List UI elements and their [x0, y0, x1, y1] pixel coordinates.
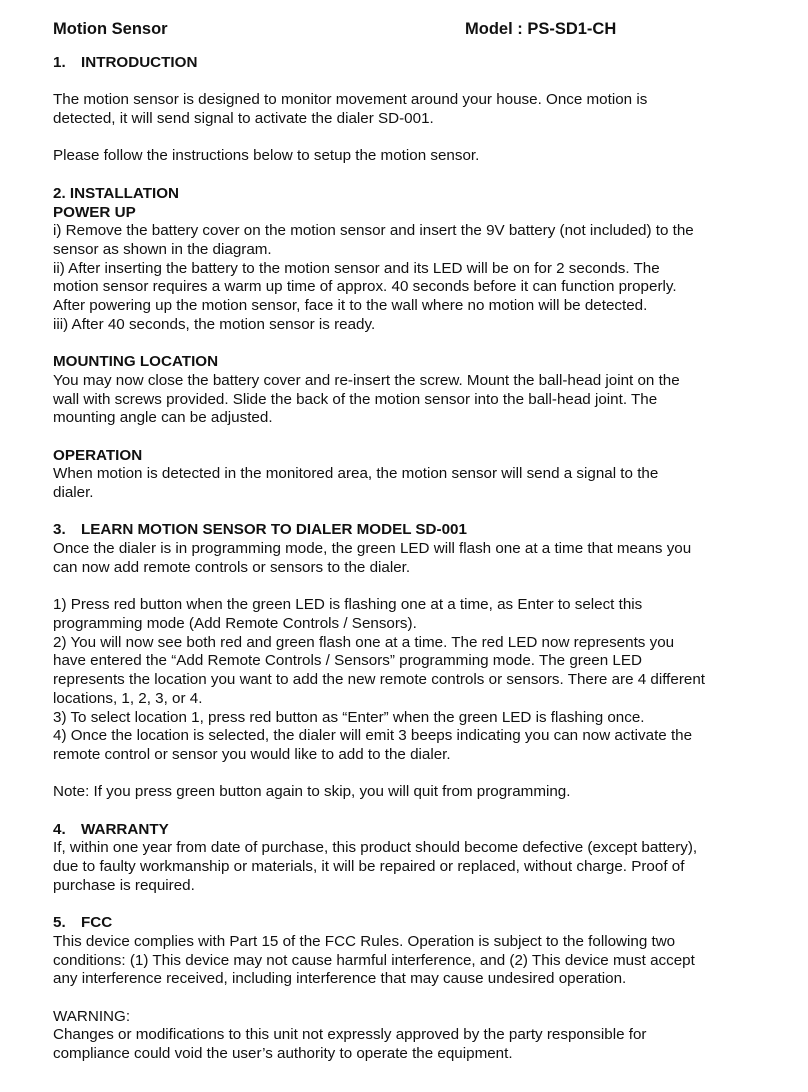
paragraph-line: wall with screws provided. Slide the back of the motion sensor into the ball-head joint. The	[53, 390, 658, 408]
document-header	[53, 18, 763, 42]
section-number: 1.	[53, 54, 66, 71]
section-number: 3.	[53, 521, 66, 539]
paragraph-line: conditions: (1) This device may not cause harmful interference, and (2) This device must accept	[53, 951, 695, 969]
section-number: 5.	[53, 914, 66, 932]
paragraph-line: purchase is required.	[53, 876, 195, 894]
paragraph-line: compliance could void the user’s authority to operate the equipment.	[53, 1045, 513, 1063]
paragraph-line: motion sensor requires a warm up time of approx. 40 seconds before it can function properly.	[53, 278, 677, 296]
section-heading-text: WARRANTY	[81, 820, 169, 838]
section-heading-warranty	[53, 821, 763, 840]
paragraph-line: 4) Once the location is selected, the dialer will emit 3 beeps indicating you can now activate the	[53, 727, 693, 745]
paragraph-line: sensor as shown in the diagram.	[53, 240, 272, 258]
paragraph-line: have entered the “Add Remote Controls / Sensors” programming mode. The green LED	[53, 652, 642, 670]
paragraph-line: Changes or modifications to this unit not expressly approved by the party responsible for	[53, 1026, 647, 1044]
note-line: Note: If you press green button again to skip, you will quit from programming.	[53, 783, 571, 801]
paragraph-line: any interference received, including interference that may cause undesired operation.	[53, 970, 627, 988]
section-heading-introduction	[53, 54, 763, 73]
model-number: Model : PS-SD1-CH	[465, 20, 617, 38]
paragraph-line: iii) After 40 seconds, the motion sensor is ready.	[53, 315, 376, 333]
paragraph-line: mounting angle can be adjusted.	[53, 409, 273, 427]
section-heading-learn	[53, 521, 763, 540]
subheading-mounting-location: MOUNTING LOCATION	[53, 353, 219, 371]
paragraph-line: 3) To select location 1, press red button as “Enter” when the green LED is flashing once.	[53, 708, 645, 726]
subheading-power-up: POWER UP	[53, 203, 136, 221]
paragraph-line: You may now close the battery cover and re-insert the screw. Mount the ball-head joint on the	[53, 371, 680, 389]
paragraph-line: 2) You will now see both red and green flash one at a time. The red LED now represents you	[53, 633, 675, 651]
paragraph-line: The motion sensor is designed to monitor movement around your house. Once motion is	[53, 91, 648, 109]
section-heading-installation: 2. INSTALLATION	[53, 184, 179, 202]
section-number: 4.	[53, 820, 66, 838]
warning-label: WARNING:	[53, 1007, 131, 1025]
section-heading-text: LEARN MOTION SENSOR TO DIALER MODEL SD-001	[81, 521, 467, 539]
paragraph-line: 1) Press red button when the green LED is flashing one at a time, as Enter to select this	[53, 596, 643, 614]
paragraph-line: detected, it will send signal to activate the dialer SD-001.	[53, 110, 434, 128]
subheading-operation: OPERATION	[53, 446, 143, 464]
paragraph-line: If, within one year from date of purchase, this product should become defective (except battery),	[53, 839, 698, 857]
paragraph-line: When motion is detected in the monitored area, the motion sensor will send a signal to the	[53, 465, 659, 483]
paragraph-line: remote control or sensor you would like to add to the dialer.	[53, 745, 451, 763]
paragraph-line: represents the location you want to add the new remote controls or sensors. There are 4 different	[53, 671, 706, 689]
paragraph-line: due to faulty workmanship or materials, it will be repaired or replaced, without charge. Proof of	[53, 858, 685, 876]
paragraph-line: This device complies with Part 15 of the FCC Rules. Operation is subject to the following two	[53, 932, 676, 950]
paragraph-line: Please follow the instructions below to setup the motion sensor.	[53, 147, 480, 165]
paragraph-line: After powering up the motion sensor, face it to the wall where no motion will be detected.	[53, 297, 648, 315]
document-title: Motion Sensor	[53, 20, 168, 38]
paragraph-line: locations, 1, 2, 3, or 4.	[53, 689, 203, 707]
section-heading-fcc	[53, 914, 763, 933]
paragraph-line: dialer.	[53, 484, 94, 502]
paragraph-line: i) Remove the battery cover on the motion sensor and insert the 9V battery (not included) to the	[53, 222, 694, 240]
paragraph-line: Once the dialer is in programming mode, the green LED will flash one at a time that means you	[53, 540, 692, 558]
paragraph-line: programming mode (Add Remote Controls / Sensors).	[53, 614, 417, 632]
paragraph-line: ii) After inserting the battery to the motion sensor and its LED will be on for 2 seconds. The	[53, 259, 660, 277]
section-heading-text: INTRODUCTION	[81, 54, 198, 71]
section-heading-text: FCC	[81, 914, 113, 932]
document-page	[53, 18, 763, 1064]
paragraph-line: can now add remote controls or sensors to the dialer.	[53, 558, 411, 576]
